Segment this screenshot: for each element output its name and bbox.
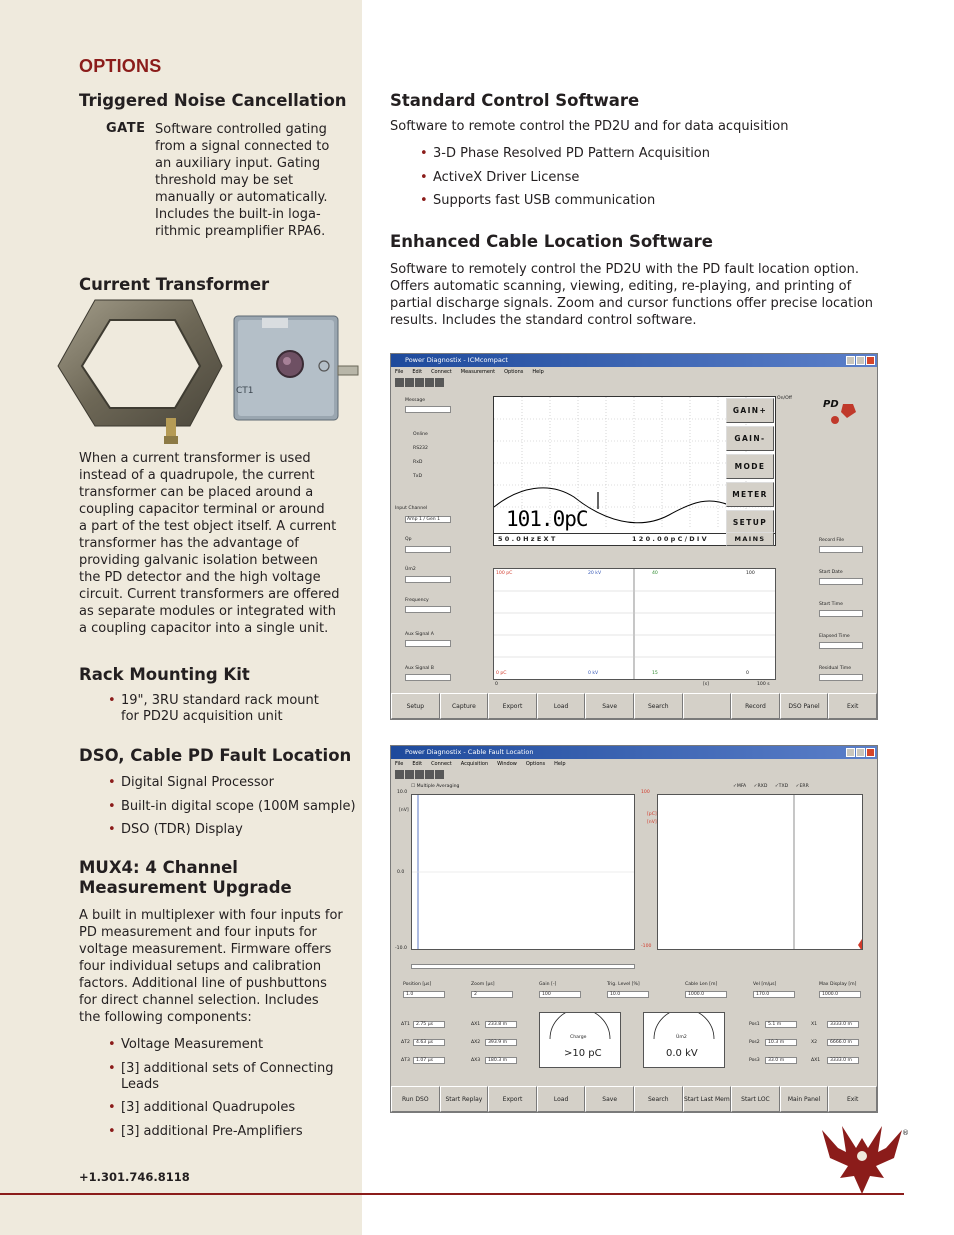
trend-kv-top: 20 kV [588,571,602,576]
trend-kv-bottom: 0 kV [588,671,599,676]
panel-button-dso-panel[interactable]: DSO Panel [780,693,829,719]
footer-rule [0,1193,904,1195]
trend-plot [493,568,776,680]
mux-bullet-text: • Voltage Measurement [121,1037,264,1052]
mux-bullet-text: Leads [121,1076,160,1092]
tool-icon-1 [395,770,404,779]
frequency-field [405,606,451,613]
standard-bullet-text: • Supports fast USB communication [433,193,656,209]
voltage-meter [643,1012,725,1068]
panel-button-search[interactable]: Search [634,1086,683,1112]
screenshot-cable-fault-window [390,745,878,1113]
control-label: Max Display [m] [819,982,857,987]
start-date-field [819,578,863,585]
label-rs232: RS232 [413,446,428,451]
meter-button[interactable]: METER [726,482,774,507]
qp-field [405,546,451,553]
trend-c4-top: 100 [746,571,755,576]
dso-bullet-text: • Built-in digital scope (100M sample) [121,798,356,814]
record-file-field [819,546,863,553]
heading-enhanced-cable: Enhanced Cable Location Software [390,232,713,251]
ct-line: When a current transformer is used [79,451,311,466]
gate-line: from a signal connected to [155,139,330,154]
label-qp: Qp [405,537,412,542]
delta-t-value: 2.75 µs [413,1021,445,1028]
position-label: Pos1 [749,1022,760,1027]
elapsed-time-field [819,642,863,649]
phone-number: +1.301.746.8118 [79,1170,190,1184]
delta-x-value: 233.8 m [485,1021,517,1028]
charge-meter-label: Charge [570,1035,587,1040]
delta-t-label: ΔT1 [401,1022,410,1027]
pd-logo [823,400,857,426]
marker-value: 6666.0 m [827,1039,859,1046]
ct-line: a coupling capacitor into a single unit. [79,621,329,636]
mux-bullet-text: • [3] additional Quadrupoles [121,1100,296,1116]
window-title-2: Power Diagnostix - Cable Fault Location [405,748,534,756]
mux-line: factors. Additional line of pushbuttons [79,976,327,991]
label-start-date: Start Date [819,570,843,575]
dso-bullet-item [108,799,358,815]
menu-bar-2 [391,759,877,769]
trend-c3-top: 40 [652,571,658,576]
current-transformer-photo [50,298,240,448]
tool-icon-5 [435,378,444,387]
mux4-bullets [108,1037,358,1147]
rack-bullet-item [108,693,358,725]
pd-logo-text: PD [823,399,839,410]
bottom-button-bar [391,693,877,719]
aux-a-field [405,640,451,647]
y-tick-bottom: -10.0 [395,946,407,951]
right-axis-top: 100 [641,790,650,795]
panel-button-start-last-mem[interactable]: Start Last Mem [683,1086,732,1112]
panel-button-save[interactable]: Save [585,693,634,719]
um2-field [405,576,451,583]
marker-label: X1 [811,1022,818,1027]
company-bird-logo [818,1118,908,1200]
message-field [405,406,451,413]
mux-line: voltage measurement. Firmware offers [79,942,332,957]
mux-bullet-text: • [3] additional sets of Connecting [121,1060,334,1076]
label-aux-b: Aux Signal B [405,666,434,671]
heading-dso: DSO, Cable PD Fault Location [79,746,352,765]
panel-button-save[interactable]: Save [585,1086,634,1112]
panel-button-load[interactable]: Load [537,1086,586,1112]
position-scrollbar[interactable] [411,964,635,969]
scope-freq-status: 5 0 . 0 H z E X T [498,535,556,543]
trend-c4-bottom: 0 [746,671,749,676]
gate-line: rithmic preamplifier RPA6. [155,224,326,239]
location-plot [657,794,863,950]
toolbar [395,378,444,387]
scope-big-reading: 101.0pC [506,507,588,531]
enhanced-line: partial discharge signals. Zoom and cursor functions offer precise location [390,296,874,311]
start-time-field [819,610,863,617]
multiple-averaging-checkbox: ☐ Multiple Averaging [411,784,460,789]
standard-bullets [420,146,840,217]
enhanced-description [390,261,890,329]
panel-button-run-dso[interactable]: Run DSO [391,1086,440,1112]
standard-bullet-text: • 3-D Phase Resolved PD Pattern Acquisition [433,146,710,161]
ct-line: providing galvanic isolation between [79,553,318,568]
minimize-icon [846,748,855,757]
ct-line: transformer has the advantage of [79,536,299,551]
label-message: Message [405,398,426,403]
standard-bullet-text: • ActiveX Driver License [433,169,580,185]
menu-item-file[interactable]: File [395,369,404,375]
y-tick-mid: 0.0 [397,870,405,875]
voltage-meter-value: 0.0 kV [666,1048,698,1059]
delta-x-label: ΔX2 [471,1040,481,1045]
marker-value: 3333.0 m [827,1021,859,1028]
control-label: Vel [m/µs] [753,982,777,987]
toolbar-2 [395,770,444,779]
multiple-averaging-label: Multiple Averaging [416,784,460,789]
marker-label: X2 [811,1040,818,1045]
panel-button-blank-6[interactable] [683,693,732,719]
mux-line: A built in multiplexer with four inputs for [79,908,343,923]
trend-x-left: 0 [495,682,498,687]
menu-item-connect[interactable]: Connect [431,761,452,767]
delta-x-value: 180.3 m [485,1057,517,1064]
panel-button-setup[interactable]: Setup [391,693,440,719]
dso-trace-plot [411,794,635,950]
ct-line: a part of the test object itself. A current [79,519,337,534]
minimize-icon [846,356,855,365]
right-axis-unit-nv: [nV] [647,820,657,825]
y-unit: [nV] [399,808,409,813]
registered-mark-icon: ® [902,1129,909,1137]
delta-t-label: ΔT2 [401,1040,410,1045]
standard-bullet-item [420,170,840,186]
tool-icon-5 [435,770,444,779]
panel-button-export[interactable]: Export [488,1086,537,1112]
menu-item-options[interactable]: Options [504,369,524,375]
trend-y-bottom: 0 pC [496,671,507,676]
maximize-icon [856,748,865,757]
bottom-button-bar-2 [391,1086,877,1112]
delta-t-value: 4.63 µs [413,1039,445,1046]
panel-button-record[interactable]: Record [731,693,780,719]
voltage-meter-label: Ûm2 [676,1035,687,1040]
gain-plus-button[interactable]: GAIN+ [726,398,774,423]
menu-item-measurement[interactable]: Measurement [460,369,496,375]
delta-t-value: 1.07 µs [413,1057,445,1064]
aux-b-field [405,674,451,681]
heading-standard-control: Standard Control Software [390,91,640,110]
ct1-label: CT1 [236,386,254,396]
delta-x-label: ΔX3 [471,1058,481,1063]
section-title-options: OPTIONS [79,56,162,76]
label-rxd: RxD [413,460,423,465]
panel-button-load[interactable]: Load [537,693,586,719]
mux-line: for direct channel selection. Includes [79,993,319,1008]
gain-minus-button[interactable]: GAIN- [726,426,774,451]
heading-current-transformer: Current Transformer [79,275,270,294]
menu-item-file[interactable]: File [395,761,404,767]
trend-x-mid: [s] [703,682,709,687]
scope-scale-status: 1 2 0 . 0 0 p C / D I V [632,535,707,543]
heading-mux4-line1: MUX4: 4 Channel [79,858,238,877]
mux4-description [79,907,359,1026]
label-frequency: Frequency [405,598,429,603]
position-value: 5.1 m [765,1021,797,1028]
legend-err[interactable]: ✓ERR [795,784,809,789]
dso-bullet-item [108,775,358,791]
panel-button-exit[interactable]: Exit [828,1086,877,1112]
label-txd: TxD [413,474,423,479]
mux-line: the following components: [79,1010,252,1025]
tool-icon-2 [405,770,414,779]
ct-line: instead of a quadrupole, the current [79,468,315,483]
menu-item-options[interactable]: Options [525,761,546,767]
delta-t-label: ΔT3 [401,1058,410,1063]
screenshot-icmcompact-window [390,353,878,720]
control-label: Position [µs] [403,982,432,987]
control-field[interactable]: 170.0 [753,991,795,998]
close-icon [866,748,875,757]
delta-x-label: ΔX1 [471,1022,481,1027]
heading-mux4-line2: Measurement Upgrade [79,878,292,897]
dso-bullet-item [108,822,358,838]
menu-item-window[interactable]: Window [497,761,517,767]
control-label: Trig. Level [%] [607,982,640,987]
legend-mfa[interactable]: ✓MFA [733,784,748,789]
menu-item-edit[interactable]: Edit [412,369,423,375]
scope-side-buttons [726,396,776,546]
channel-legend [733,784,815,790]
mux-bullet-text: • [3] additional Pre-Amplifiers [121,1123,303,1139]
window-title: Power Diagnostix - ICMcompact [405,356,508,364]
gate-line: threshold may be set [155,173,294,188]
panel-button-start-loc[interactable]: Start LOC [731,1086,780,1112]
position-value: 33.0 m [765,1057,797,1064]
control-field[interactable]: 1000.0 [685,991,727,998]
control-label: Gain [-] [539,982,557,987]
ct1-box-photo [232,312,362,428]
tool-icon-4 [425,378,434,387]
tool-icon-3 [415,378,424,387]
label-record-file: Record File [819,538,845,543]
right-axis-bottom: -100 [641,944,652,949]
panel-button-capture[interactable]: Capture [440,693,489,719]
mux-bullet-item [108,1124,358,1140]
mux-line: PD measurement and four inputs for [79,925,317,940]
trend-c3-bottom: 15 [652,671,658,676]
mains-button[interactable]: MAINS [726,532,774,546]
standard-intro: Software to remote control the PD2U and for data acquisition [390,119,789,134]
gate-line: manually or automatically. [155,190,328,205]
control-label: Cable Len [m] [685,982,718,987]
standard-bullet-item [420,193,840,209]
mux-bullet-item [108,1100,358,1116]
tool-icon-4 [425,770,434,779]
ct-line: coupling capacitor terminal or around [79,502,325,517]
position-value: 10.3 m [765,1039,797,1046]
mode-button[interactable]: MODE [726,454,774,479]
on-off-label: On/Off [777,396,792,401]
label-aux-a: Aux Signal A [405,632,434,637]
ct-line: transformer can be placed around a [79,485,314,500]
panel-button-exit[interactable]: Exit [828,693,877,719]
enhanced-line: Software to remotely control the PD2U with the PD fault location option. [390,262,859,277]
maximize-icon [856,356,865,365]
gate-label: GATE [106,121,146,136]
control-field[interactable]: 1.0 [403,991,445,998]
input-channel-value: Amp 1 / Gen 1 [407,517,441,522]
charge-meter [539,1012,621,1068]
menu-item-help[interactable]: Help [532,369,544,375]
control-label: Zoom [µs] [471,982,495,987]
charge-meter-value: >10 pC [564,1048,602,1059]
close-icon [866,356,875,365]
standard-bullet-item [420,146,840,162]
mux-bullet-item [108,1061,358,1093]
label-residual-time: Residual Time [819,666,852,671]
gate-line: Includes the built-in loga- [155,207,321,222]
rack-bullet-text: for PD2U acquisition unit [121,709,283,724]
ct-line: as separate modules or integrated with [79,604,337,619]
trend-y-top: 100 pC [496,571,513,576]
label-online: Online [413,432,428,437]
enhanced-line: Offers automatic scanning, viewing, editing, re-playing, and printing of [390,279,852,294]
menu-item-connect[interactable]: Connect [431,369,452,375]
panel-button-search[interactable]: Search [634,693,683,719]
control-field[interactable]: 10.0 [607,991,649,998]
control-field[interactable]: 1000.0 [819,991,861,998]
label-um2: Ûm2 [405,567,416,572]
window-titlebar-2 [391,746,877,759]
label-input-channel: Input Channel [395,506,428,511]
legend-txd[interactable]: ✓TXD [774,784,790,789]
y-tick-top: 10.0 [397,790,408,795]
tool-icon-2 [405,378,414,387]
label-start-time: Start Time [819,602,843,607]
panel-button-start-replay[interactable]: Start Replay [440,1086,489,1112]
panel-button-export[interactable]: Export [488,693,537,719]
marker-value: 3333.0 m [827,1057,859,1064]
rack-bullet-text: • 19", 3RU standard rack mount [121,693,319,708]
delta-x-value: 393.9 m [485,1039,517,1046]
rack-bullets [108,693,358,733]
marker-label: ΔX1 [811,1058,821,1063]
gate-line: an auxiliary input. Gating [155,156,321,171]
menu-bar [391,367,877,377]
dso-bullet-text: • Digital Signal Processor [121,775,274,790]
mux-bullet-item [108,1037,358,1053]
trend-x-right: 100 s [757,682,770,687]
panel-button-main-panel[interactable]: Main Panel [780,1086,829,1112]
label-elapsed-time: Elapsed Time [819,634,850,639]
current-transformer-text [79,450,359,637]
position-label: Pos3 [749,1058,760,1063]
setup-side-button[interactable]: SETUP [726,510,774,535]
dso-bullets [108,775,358,846]
menu-item-help[interactable]: Help [554,761,566,767]
position-label: Pos2 [749,1040,760,1045]
ct-line: the PD detector and the high voltage [79,570,321,585]
ct-line: circuit. Current transformers are offered [79,587,340,602]
mux-line: four individual setups and calibration [79,959,322,974]
dso-bullet-text: • DSO (TDR) Display [121,822,243,838]
menu-item-acquisition[interactable]: Acquisition [460,761,489,767]
legend-rxd[interactable]: ✓RXD [753,784,769,789]
heading-triggered-noise: Triggered Noise Cancellation [79,91,347,110]
residual-time-field [819,674,863,681]
control-field[interactable]: 100 [539,991,581,998]
right-axis-unit-pc: [pC] [647,812,657,817]
enhanced-line: results. Includes the standard control software. [390,313,697,328]
menu-item-edit[interactable]: Edit [412,761,423,767]
gate-description [155,121,355,240]
gate-line: Software controlled gating [155,122,327,137]
control-field[interactable]: 2 [471,991,513,998]
tool-icon-3 [415,770,424,779]
heading-rack-mounting: Rack Mounting Kit [79,665,250,684]
tool-icon-1 [395,378,404,387]
window-titlebar [391,354,877,367]
